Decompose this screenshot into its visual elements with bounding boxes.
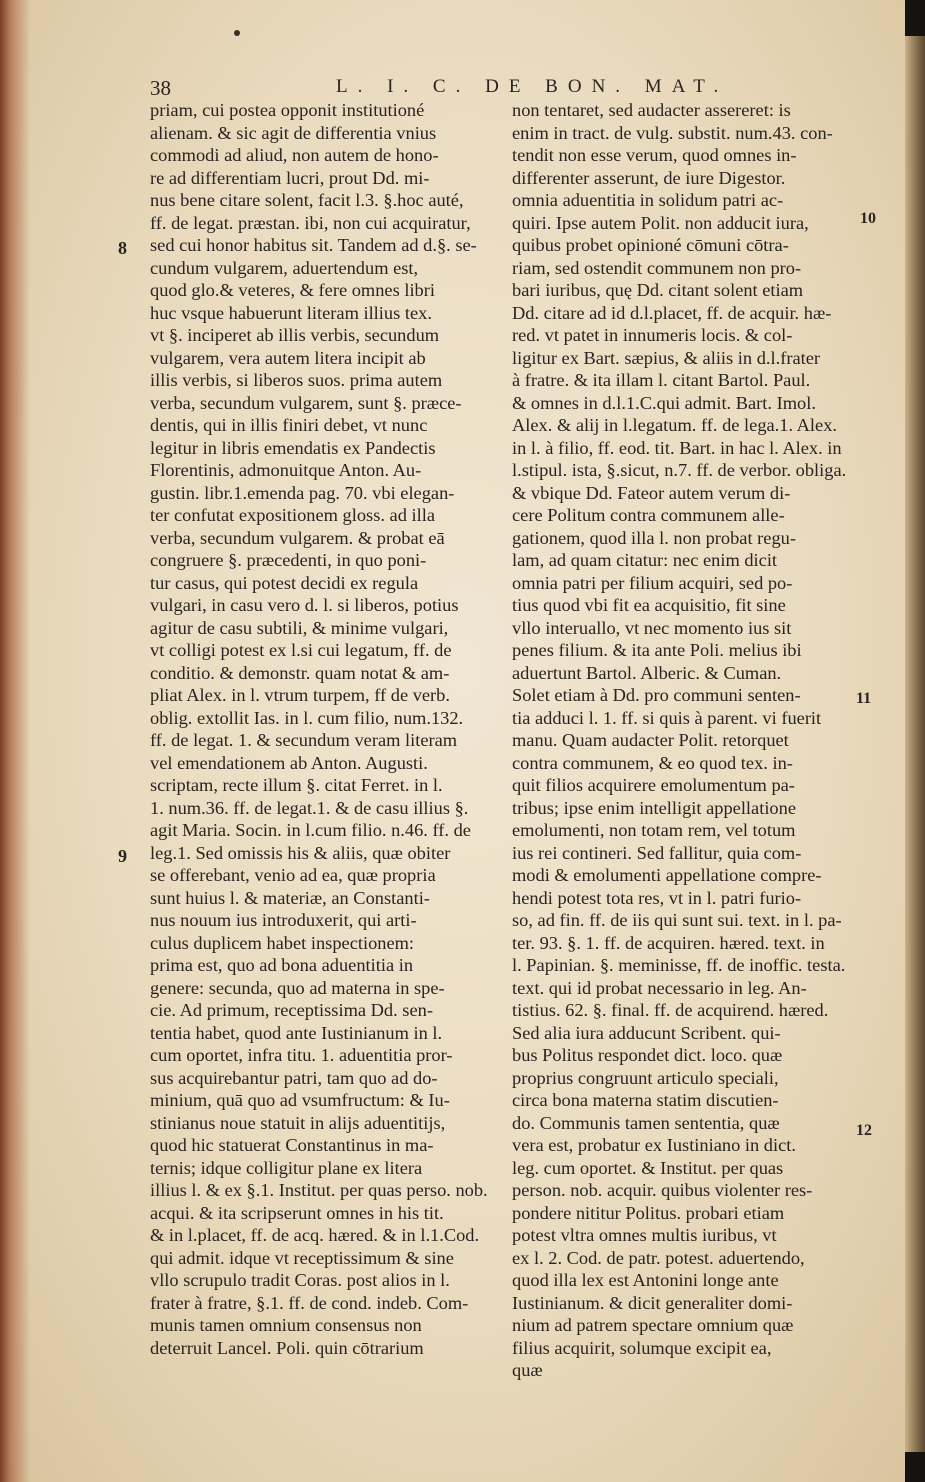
text-line: contra communem, & eo quod tex. in- <box>512 752 793 773</box>
text-line: red. vt patet in innumeris locis. & col- <box>512 325 793 345</box>
text-line: vulgari, in casu vero d. l. si liberos, potius <box>150 595 459 615</box>
text-line: text. qui id probat necessario in leg. An- <box>512 977 807 998</box>
text-line: legitur in libris emendatis ex Pandectis <box>150 437 436 458</box>
text-line: frater à fratre, §.1. ff. de cond. indeb. Com- <box>150 1292 469 1313</box>
text-line: lam, ad quam citatur: nec enim dicit <box>512 550 778 570</box>
text-line: enim in tract. de vulg. substit. num.43. con- <box>512 122 833 143</box>
text-line: vt colligi potest ex l.si cui legatum, ff. de <box>150 640 452 660</box>
text-line: stinianus noue statuit in alijs aduentitijs, <box>150 1112 446 1133</box>
text-line: pondere nititur Politus. probari etiam <box>512 1202 785 1223</box>
text-line: ter. 93. §. 1. ff. de acquiren. hæred. text. in <box>512 932 825 953</box>
margin-number-8: 8 <box>118 238 127 258</box>
text-line: re ad differentiam lucri, prout Dd. mi- <box>150 167 430 188</box>
text-line: congruere §. præcedenti, in quo poni- <box>150 550 427 570</box>
text-line: omnia aduentitia in solidum patri ac- <box>512 190 784 210</box>
text-line: tia adduci l. 1. ff. si quis à parent. vi fuerit <box>512 707 822 728</box>
text-line: oblig. extollit Ias. in l. cum filio, num.132. <box>150 707 464 728</box>
page-edge <box>0 0 30 1482</box>
text-line: alienam. & sic agit de differentia vnius <box>150 122 437 143</box>
text-line: tistius. 62. §. final. ff. de acquirend. hæred. <box>512 1000 829 1020</box>
text-line: manu. Quam audacter Polit. retorquet <box>512 730 789 750</box>
text-line: differenter asserunt, de iure Digestor. <box>512 167 786 188</box>
text-line: quiri. Ipse autem Polit. non adducit iura, <box>512 212 809 233</box>
text-line: 1. num.36. ff. de legat.1. & de casu illius §. <box>150 797 469 818</box>
text-line: penes filium. & ita ante Poli. melius ibi <box>512 640 802 660</box>
margin-number-9: 9 <box>118 846 127 866</box>
text-line: verba, secundum vulgarem. & probat eā <box>150 527 445 548</box>
text-line: vulgarem, vera autem litera incipit ab <box>150 347 426 368</box>
text-line: cum oportet, infra titu. 1. aduentitia pror- <box>150 1045 453 1065</box>
text-line: & vbique Dd. Fateor autem verum di- <box>512 482 791 503</box>
text-line: se offerebant, venio ad ea, quæ propria <box>150 865 436 885</box>
text-line: qui admit. idque vt receptissimum & sine <box>150 1247 454 1268</box>
text-line: in l. à filio, ff. eod. tit. Bart. in hac l. Alex. in <box>512 437 842 458</box>
scan-background <box>905 0 925 36</box>
text-line: do. Communis tamen sententia, quæ <box>512 1112 780 1133</box>
text-line: gationem, quod illa l. non probat regu- <box>512 527 796 548</box>
text-line: cere Politum contra communem alle- <box>512 505 785 525</box>
text-line: vt §. inciperet ab illis verbis, secundum <box>150 325 440 345</box>
left-column <box>150 99 495 1359</box>
text-line: non tentaret, sed audacter assereret: is <box>512 100 791 120</box>
text-line: Alex. & alij in l.legatum. ff. de lega.1. Alex. <box>512 415 837 435</box>
text-line: nus bene citare solent, facit l.3. §.hoc auté, <box>150 190 464 210</box>
text-line: ff. de legat. præstan. ibi, non cui acquiratur, <box>150 212 471 233</box>
text-line: Florentinis, admonuitque Anton. Au- <box>150 460 422 480</box>
text-line: dentis, qui in illis finiri debet, vt nunc <box>150 415 428 435</box>
text-line: Solet etiam à Dd. pro communi senten- <box>512 685 801 705</box>
page-number: 38 <box>150 76 171 100</box>
text-line: nium ad patrem spectare omnium quæ <box>512 1315 794 1335</box>
scan-background <box>905 1452 925 1482</box>
text-line: Iustinianum. & dicit generaliter domi- <box>512 1292 793 1313</box>
right-column <box>512 99 857 1382</box>
book-spine <box>905 0 925 1482</box>
text-line: leg.1. Sed omissis his & aliis, quæ obiter <box>150 842 451 863</box>
text-line: cie. Ad primum, receptissima Dd. sen- <box>150 1000 433 1020</box>
text-line: quod hic statuerat Constantinus in ma- <box>150 1135 434 1155</box>
text-line: deterruit Lancel. Poli. quin cōtrarium <box>150 1337 424 1358</box>
text-line: tius quod vbi fit ea acquisitio, fit sine <box>512 595 786 615</box>
text-line: Dd. citare ad id d.l.placet, ff. de acquir. hæ- <box>512 302 832 323</box>
text-line: riam, sed ostendit communem non pro- <box>512 257 802 278</box>
text-line: tendit non esse verum, quod omnes in- <box>512 145 797 165</box>
text-line: vllo scrupulo tradit Coras. post alios in l. <box>150 1270 450 1290</box>
text-line: hendi potest tota res, vt in l. patri furio- <box>512 887 802 908</box>
text-line: illius l. & ex §.1. Institut. per quas perso. nob. <box>150 1180 488 1200</box>
text-line: ius rei contineri. Sed fallitur, quia com- <box>512 842 802 863</box>
margin-number-11: 11 <box>856 690 872 707</box>
text-line: verba, secundum vulgarem, sunt §. præce- <box>150 392 462 413</box>
text-line: vel emendationem ab Anton. Augusti. <box>150 752 428 773</box>
text-line: minium, quā quo ad vsumfructum: & Iu- <box>150 1090 450 1110</box>
text-line: so, ad fin. ff. de iis qui sunt sui. text. in l. pa- <box>512 910 842 930</box>
margin-number-10: 10 <box>860 210 876 227</box>
text-line: cundum vulgarem, aduertendum est, <box>150 257 419 278</box>
text-line: agitur de casu subtili, & minime vulgari, <box>150 617 449 638</box>
text-line: prima est, quo ad bona aduentitia in <box>150 955 414 975</box>
text-line: nus nouum ius introduxerit, qui arti- <box>150 910 417 930</box>
text-line: filius acquirit, solumque excipit ea, <box>512 1337 772 1358</box>
text-line: sus acquirebantur patri, tam quo ad do- <box>150 1067 438 1088</box>
text-line: person. nob. acquir. quibus violenter res- <box>512 1180 813 1200</box>
text-line: omnia patri per filium acquiri, sed po- <box>512 572 793 593</box>
text-line: ff. de legat. 1. & secundum veram literam <box>150 730 458 750</box>
text-line: quod illa lex est Antonini longe ante <box>512 1270 779 1290</box>
text-line: sunt huius l. & materiæ, an Constanti- <box>150 887 430 908</box>
text-line: Sed alia iura adducunt Scribent. qui- <box>512 1022 781 1043</box>
text-line: genere: secunda, quo ad materna in spe- <box>150 977 445 998</box>
text-line: vllo interuallo, vt nec momento ius sit <box>512 617 792 638</box>
text-line: leg. cum oportet. & Institut. per quas <box>512 1157 784 1178</box>
text-line: acqui. & ita scripserunt omnes in his tit. <box>150 1202 444 1223</box>
text-line: conditio. & demonstr. quam notat & am- <box>150 662 450 683</box>
text-line: tur casus, qui potest decidi ex regula <box>150 572 419 593</box>
text-line: agit Maria. Socin. in l.cum filio. n.46. ff. de <box>150 820 471 840</box>
text-line: bus Politus respondet dict. loco. quæ <box>512 1045 783 1065</box>
text-line: pliat Alex. in l. vtrum turpem, ff de verb. <box>150 685 450 705</box>
text-line: quibus probet opinioné cōmuni cōtra- <box>512 235 789 255</box>
text-line: gustin. libr.1.emenda pag. 70. vbi elegan- <box>150 482 455 503</box>
text-line: illis verbis, si liberos suos. prima autem <box>150 370 443 390</box>
text-line: ligitur ex Bart. sæpius, & aliis in d.l.frater <box>512 347 820 368</box>
text-line: emolumenti, non totam rem, vel totum <box>512 820 796 840</box>
text-line: modi & emolumenti appellatione compre- <box>512 865 822 885</box>
text-line: quod glo.& veteres, & fere omnes libri <box>150 280 435 300</box>
text-line: l. Papinian. §. meminisse, ff. de inoffic. testa. <box>512 955 846 975</box>
text-line: vera est, probatur ex Iustiniano in dict. <box>512 1135 796 1155</box>
ink-spot <box>234 30 240 36</box>
text-line: quæ <box>512 1360 543 1380</box>
text-line: bari iuribus, quę Dd. citant solent etiam <box>512 280 804 300</box>
margin-number-12: 12 <box>856 1122 872 1139</box>
text-line: huc vsque habuerunt literam illius tex. <box>150 302 432 323</box>
text-line: culus duplicem habet inspectionem: <box>150 932 415 953</box>
text-line: quit filios acquirere emolumentum pa- <box>512 775 795 795</box>
text-line: scriptam, recte illum §. citat Ferret. in l. <box>150 775 443 795</box>
text-line: proprius congruunt articulo speciali, <box>512 1067 779 1088</box>
text-line: priam, cui postea opponit institutioné <box>150 100 425 120</box>
text-line: potest vltra omnes multis iuribus, vt <box>512 1225 777 1245</box>
text-line: l.stipul. ista, §.sicut, n.7. ff. de verbor. obliga. <box>512 460 847 480</box>
text-line: ter confutat expositionem gloss. ad illa <box>150 505 435 525</box>
text-line: munis tamen omnium consensus non <box>150 1315 422 1335</box>
text-line: à fratre. & ita illam l. citant Bartol. Paul. <box>512 370 811 390</box>
text-line: sed cui honor habitus sit. Tandem ad d.§. se- <box>150 235 477 255</box>
text-line: & in l.placet, ff. de acq. hæred. & in l.1.Cod. <box>150 1225 480 1245</box>
text-line: commodi ad aliud, non autem de hono- <box>150 145 439 165</box>
running-head: L. I. C. DE BON. MAT. <box>336 76 729 97</box>
text-line: & omnes in d.l.1.C.qui admit. Bart. Imol. <box>512 392 816 413</box>
text-line: aduertunt Bartol. Alberic. & Cuman. <box>512 662 782 683</box>
text-line: tribus; ipse enim intelligit appellatione <box>512 797 796 818</box>
text-line: ex l. 2. Cod. de patr. potest. aduertendo, <box>512 1247 805 1268</box>
text-line: ternis; idque colligitur plane ex litera <box>150 1157 423 1178</box>
text-line: tentia habet, quod ante Iustinianum in l. <box>150 1022 443 1043</box>
text-line: circa bona materna statim discutien- <box>512 1090 779 1110</box>
